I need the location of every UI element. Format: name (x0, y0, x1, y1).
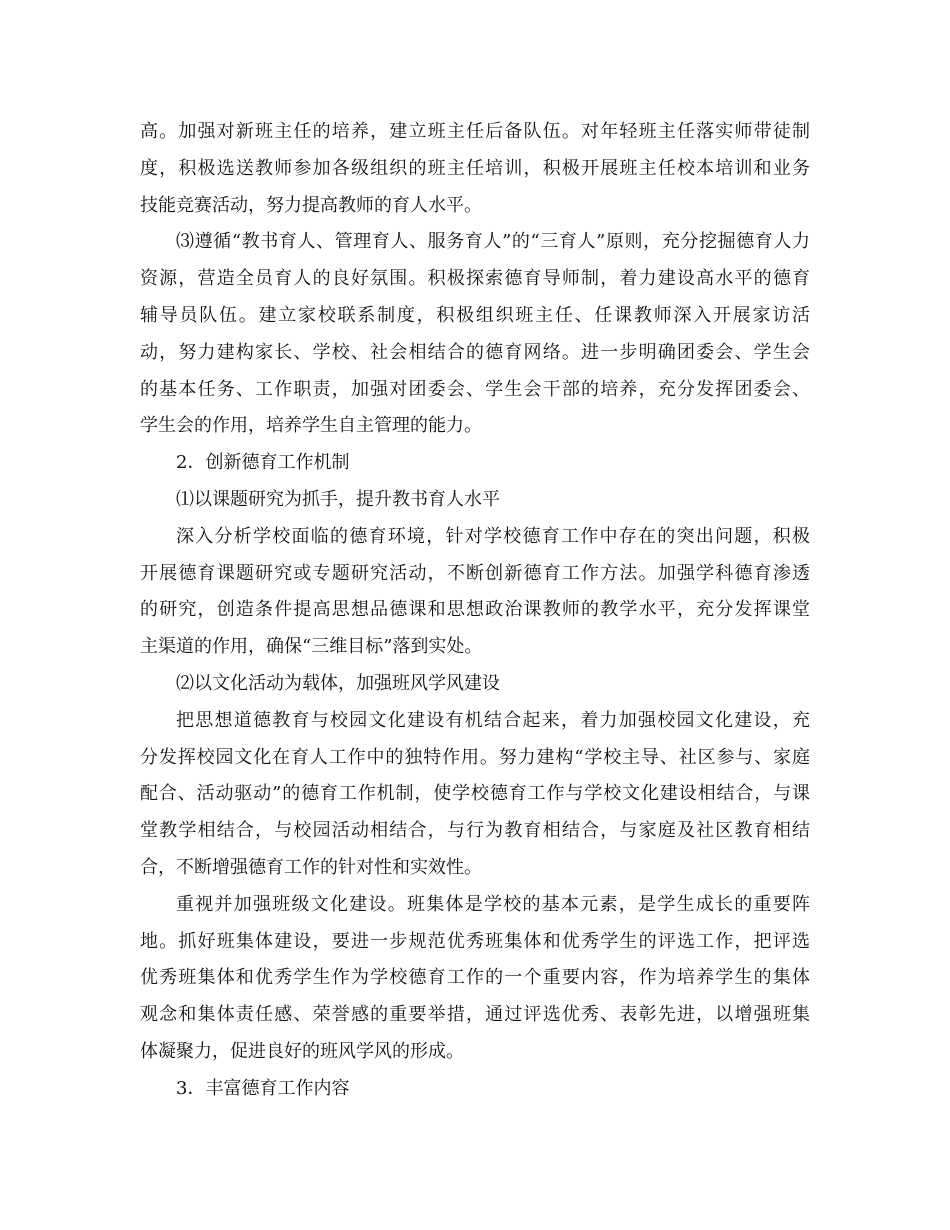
text-line: 学生会的作用，培养学生自主管理的能力。 (140, 415, 482, 437)
text-line: 分发挥校园文化在育人工作中的独特作用。努力建构“学校主导、社区参与、家庭 (140, 746, 810, 768)
subsection-heading (140, 666, 810, 703)
subsection-heading (140, 482, 810, 519)
text-line: 合，不断增强德育工作的针对性和实效性。 (140, 856, 482, 878)
document-body (140, 114, 810, 1108)
text-line: 辅导员队伍。建立家校联系制度，积极组织班主任、任课教师深入开展家访活 (140, 304, 810, 326)
text-line: 深入分析学校面临的德育环境，针对学校德育工作中存在的突出问题，积极 (176, 525, 810, 547)
text-line: 资源，营造全员育人的良好氛围。积极探索德育导师制，着力建设高水平的德育 (140, 268, 810, 290)
text-line: 主渠道的作用，确保“三维目标”落到实处。 (140, 636, 483, 658)
text-line: 堂教学相结合，与校园活动相结合，与行为教育相结合，与家庭及社区教育相结 (140, 820, 810, 842)
text-line: 动，努力建构家长、学校、社会相结合的德育网络。进一步明确团委会、学生会 (140, 341, 810, 363)
text-line: 观念和集体责任感、荣誉感的重要举措，通过评选优秀、表彰先进，以增强班集 (140, 1004, 810, 1026)
heading-line: ⑴以课题研究为抓手，提升教书育人水平 (176, 488, 500, 510)
text-line: 高。加强对新班主任的培养，建立班主任后备队伍。对年轻班主任落实师带徒制 (140, 121, 810, 142)
text-line: 把思想道德教育与校园文化建设有机结合起来，着力加强校园文化建设，充 (176, 709, 810, 731)
heading-line: ⑵以文化活动为载体，加强班风学风建设 (176, 672, 500, 694)
paragraph (140, 887, 810, 1071)
text-line: 体凝聚力，促进良好的班风学风的形成。 (140, 1040, 464, 1062)
paragraph (140, 114, 810, 224)
section-heading (140, 1071, 810, 1108)
text-line: 的研究，创造条件提高思想品德课和思想政治课教师的教学水平，充分发挥课堂 (140, 599, 810, 621)
text-line: 优秀班集体和优秀学生作为学校德育工作的一个重要内容，作为培养学生的集体 (140, 967, 810, 989)
heading-line: 2．创新德育工作机制 (176, 452, 350, 474)
paragraph (140, 703, 810, 887)
text-line: ⑶遵循“教书育人、管理育人、服务育人”的“三育人”原则，充分挖掘德育人力 (176, 231, 810, 253)
text-line: 度，积极选送教师参加各级组织的班主任培训，积极开展班主任校本培训和业务 (140, 157, 810, 179)
text-line: 的基本任务、工作职责，加强对团委会、学生会干部的培养，充分发挥团委会、 (140, 378, 810, 400)
paragraph (140, 519, 810, 666)
text-line: 开展德育课题研究或专题研究活动，不断创新德育工作方法。加强学科德育渗透 (140, 562, 810, 584)
heading-line: 3．丰富德育工作内容 (176, 1077, 350, 1099)
text-line: 配合、活动驱动”的德育工作机制，使学校德育工作与学校文化建设相结合，与课 (140, 783, 810, 805)
section-heading (140, 445, 810, 482)
text-line: 地。抓好班集体建设，要进一步规范优秀班集体和优秀学生的评选工作，把评选 (140, 930, 810, 952)
paragraph (140, 224, 810, 445)
text-line: 技能竞赛活动，努力提高教师的育人水平。 (140, 194, 482, 216)
text-line: 重视并加强班级文化建设。班集体是学校的基本元素，是学生成长的重要阵 (176, 893, 810, 915)
